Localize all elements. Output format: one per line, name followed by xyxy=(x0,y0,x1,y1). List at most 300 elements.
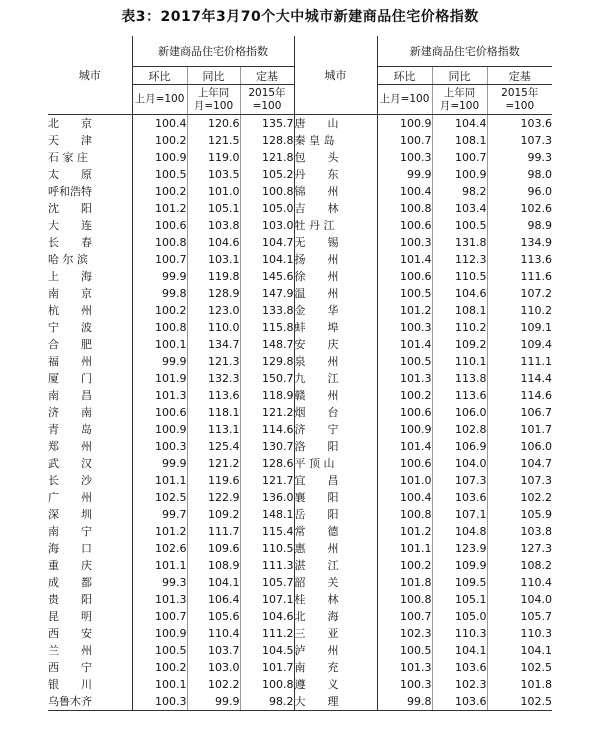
yoy-value: 110.3 xyxy=(432,625,487,642)
base-value: 114.6 xyxy=(520,389,553,402)
mom-value: 100.7 xyxy=(132,251,187,268)
base-value: 136.0 xyxy=(240,489,294,506)
price-index-table xyxy=(48,36,552,711)
base-value: 118.9 xyxy=(240,387,294,404)
base-value: 128.6 xyxy=(240,455,294,472)
base-value: 110.2 xyxy=(520,304,553,317)
city-name: 吉 林 xyxy=(294,200,377,217)
table-row xyxy=(48,149,552,166)
city-header-right: 城市 xyxy=(294,36,377,115)
yoy-value: 113.6 xyxy=(187,387,240,404)
yoy-header-left: 同比 xyxy=(187,67,240,85)
yoy-value: 125.4 xyxy=(187,438,240,455)
city-name: 宁 波 xyxy=(48,319,132,336)
city-name: 贵 阳 xyxy=(48,591,132,608)
city-name: 宜 昌 xyxy=(294,472,377,489)
base-value: 99.3 xyxy=(527,151,553,164)
yoy-value: 103.0 xyxy=(187,659,240,676)
yoy-value: 109.2 xyxy=(187,506,240,523)
city-name: 泸 州 xyxy=(294,642,377,659)
yoy-value: 106.4 xyxy=(187,591,240,608)
base-value: 111.6 xyxy=(520,270,553,283)
mom-value: 100.3 xyxy=(377,234,432,251)
mom-value: 100.6 xyxy=(377,217,432,234)
yoy-value: 104.1 xyxy=(432,642,487,659)
mom-value: 101.1 xyxy=(132,472,187,489)
city-name: 重 庆 xyxy=(48,557,132,574)
base-value: 133.8 xyxy=(240,302,294,319)
yoy-value: 102.2 xyxy=(187,676,240,693)
yoy-value: 105.1 xyxy=(432,591,487,608)
base-value: 130.7 xyxy=(240,438,294,455)
city-name: 济 宁 xyxy=(294,421,377,438)
mom-value: 102.5 xyxy=(132,489,187,506)
yoy-value: 112.3 xyxy=(432,251,487,268)
city-name: 秦 皇 岛 xyxy=(294,132,377,149)
table-row xyxy=(48,540,552,557)
mom-value: 100.9 xyxy=(132,625,187,642)
yoy-value: 104.6 xyxy=(187,234,240,251)
yoy-value: 103.8 xyxy=(187,217,240,234)
base-value: 105.7 xyxy=(520,610,553,623)
mom-value: 101.2 xyxy=(132,523,187,540)
city-name: 长 春 xyxy=(48,234,132,251)
mom-value: 100.8 xyxy=(377,506,432,523)
table-row xyxy=(48,455,552,472)
mom-value: 100.7 xyxy=(377,608,432,625)
base-sub-left: 2015年 =100 xyxy=(240,85,294,115)
yoy-header-right: 同比 xyxy=(432,67,487,85)
base-value: 127.3 xyxy=(520,542,553,555)
mom-value: 100.5 xyxy=(377,642,432,659)
table-row xyxy=(48,285,552,302)
yoy-sub-left: 上年同 月=100 xyxy=(187,85,240,115)
yoy-value: 121.3 xyxy=(187,353,240,370)
yoy-value: 109.9 xyxy=(432,557,487,574)
base-value: 108.2 xyxy=(520,559,553,572)
mom-value: 101.4 xyxy=(377,438,432,455)
mom-value: 100.9 xyxy=(377,421,432,438)
mom-header-right: 环比 xyxy=(377,67,432,85)
mom-value: 100.3 xyxy=(377,676,432,693)
yoy-value: 107.1 xyxy=(432,506,487,523)
mom-value: 100.3 xyxy=(377,149,432,166)
yoy-value: 113.6 xyxy=(432,387,487,404)
table-row xyxy=(48,404,552,421)
yoy-value: 113.8 xyxy=(432,370,487,387)
city-name: 郑 州 xyxy=(48,438,132,455)
yoy-value: 109.2 xyxy=(432,336,487,353)
mom-value: 100.9 xyxy=(132,421,187,438)
mom-value: 99.9 xyxy=(132,353,187,370)
table-row xyxy=(48,608,552,625)
yoy-value: 101.0 xyxy=(187,183,240,200)
base-value: 101.8 xyxy=(520,678,553,691)
mom-value: 101.4 xyxy=(377,336,432,353)
base-value: 148.7 xyxy=(240,336,294,353)
base-value: 121.2 xyxy=(240,404,294,421)
base-value: 104.7 xyxy=(240,234,294,251)
city-name: 沈 阳 xyxy=(48,200,132,217)
base-value: 96.0 xyxy=(527,185,553,198)
mom-value: 101.1 xyxy=(377,540,432,557)
yoy-value: 120.6 xyxy=(187,115,240,133)
base-value: 102.2 xyxy=(520,491,553,504)
mom-value: 100.4 xyxy=(377,183,432,200)
base-value: 100.8 xyxy=(240,676,294,693)
base-value: 150.7 xyxy=(240,370,294,387)
base-value: 104.0 xyxy=(520,593,553,606)
city-name: 湛 江 xyxy=(294,557,377,574)
mom-header-left: 环比 xyxy=(132,67,187,85)
base-value: 114.6 xyxy=(240,421,294,438)
base-value: 102.6 xyxy=(520,202,553,215)
table-row xyxy=(48,489,552,506)
base-value: 110.4 xyxy=(520,576,553,589)
city-name: 金 华 xyxy=(294,302,377,319)
base-value: 114.4 xyxy=(520,372,553,385)
city-header-left: 城市 xyxy=(48,36,132,115)
mom-value: 100.7 xyxy=(377,132,432,149)
table-row xyxy=(48,642,552,659)
mom-value: 99.3 xyxy=(132,574,187,591)
mom-value: 100.3 xyxy=(132,693,187,711)
base-value: 107.3 xyxy=(520,134,553,147)
base-value: 115.4 xyxy=(240,523,294,540)
yoy-value: 106.9 xyxy=(432,438,487,455)
mom-value: 100.2 xyxy=(377,387,432,404)
base-value: 111.3 xyxy=(240,557,294,574)
city-name: 遵 义 xyxy=(294,676,377,693)
city-name: 大 连 xyxy=(48,217,132,234)
yoy-value: 100.9 xyxy=(432,166,487,183)
table-row xyxy=(48,166,552,183)
mom-value: 100.5 xyxy=(132,642,187,659)
yoy-value: 109.6 xyxy=(187,540,240,557)
mom-value: 99.9 xyxy=(377,166,432,183)
table-row xyxy=(48,693,552,711)
base-value: 148.1 xyxy=(240,506,294,523)
yoy-value: 104.0 xyxy=(432,455,487,472)
yoy-value: 103.6 xyxy=(432,693,487,711)
mom-value: 101.2 xyxy=(132,200,187,217)
base-value: 104.7 xyxy=(520,457,553,470)
yoy-value: 118.1 xyxy=(187,404,240,421)
mom-value: 100.2 xyxy=(132,302,187,319)
city-name: 福 州 xyxy=(48,353,132,370)
city-name: 三 亚 xyxy=(294,625,377,642)
base-value: 98.0 xyxy=(527,168,553,181)
table-row xyxy=(48,200,552,217)
base-value: 106.7 xyxy=(520,406,553,419)
yoy-value: 113.1 xyxy=(187,421,240,438)
yoy-value: 110.0 xyxy=(187,319,240,336)
yoy-value: 104.6 xyxy=(432,285,487,302)
yoy-value: 131.8 xyxy=(432,234,487,251)
base-value: 98.2 xyxy=(240,693,294,711)
base-value: 128.8 xyxy=(240,132,294,149)
table-row xyxy=(48,370,552,387)
city-name: 牡 丹 江 xyxy=(294,217,377,234)
mom-sub-right: 上月=100 xyxy=(377,85,432,115)
yoy-value: 103.5 xyxy=(187,166,240,183)
city-name: 广 州 xyxy=(48,489,132,506)
yoy-value: 110.1 xyxy=(432,353,487,370)
city-name: 昆 明 xyxy=(48,608,132,625)
mom-value: 100.5 xyxy=(377,285,432,302)
yoy-value: 123.9 xyxy=(432,540,487,557)
table-row xyxy=(48,523,552,540)
table-row xyxy=(48,115,552,133)
yoy-value: 132.3 xyxy=(187,370,240,387)
mom-value: 101.8 xyxy=(377,574,432,591)
mom-value: 100.6 xyxy=(377,268,432,285)
city-name: 石 家 庄 xyxy=(48,149,132,166)
yoy-value: 103.1 xyxy=(187,251,240,268)
city-name: 九 江 xyxy=(294,370,377,387)
mom-value: 99.7 xyxy=(132,506,187,523)
yoy-value: 111.7 xyxy=(187,523,240,540)
mom-value: 99.9 xyxy=(132,455,187,472)
mom-sub-left: 上月=100 xyxy=(132,85,187,115)
mom-value: 99.8 xyxy=(132,285,187,302)
city-name: 南 宁 xyxy=(48,523,132,540)
city-name: 丹 东 xyxy=(294,166,377,183)
table-row xyxy=(48,234,552,251)
mom-value: 101.3 xyxy=(132,591,187,608)
base-sub-right: 2015年 =100 xyxy=(487,85,552,115)
city-name: 南 昌 xyxy=(48,387,132,404)
yoy-value: 108.9 xyxy=(187,557,240,574)
mom-value: 100.8 xyxy=(132,319,187,336)
city-name: 银 川 xyxy=(48,676,132,693)
mom-value: 100.3 xyxy=(377,319,432,336)
mom-value: 100.4 xyxy=(132,115,187,133)
city-name: 烟 台 xyxy=(294,404,377,421)
table-row xyxy=(48,659,552,676)
base-value: 105.7 xyxy=(240,574,294,591)
city-name: 温 州 xyxy=(294,285,377,302)
yoy-value: 110.4 xyxy=(187,625,240,642)
yoy-value: 100.7 xyxy=(432,149,487,166)
mom-value: 102.3 xyxy=(377,625,432,642)
base-value: 147.9 xyxy=(240,285,294,302)
city-name: 合 肥 xyxy=(48,336,132,353)
base-value: 134.9 xyxy=(520,236,553,249)
table-row xyxy=(48,387,552,404)
city-name: 岳 阳 xyxy=(294,506,377,523)
yoy-value: 100.5 xyxy=(432,217,487,234)
city-name: 厦 门 xyxy=(48,370,132,387)
table-row xyxy=(48,217,552,234)
city-name: 上 海 xyxy=(48,268,132,285)
city-name: 哈 尔 滨 xyxy=(48,251,132,268)
city-name: 无 锡 xyxy=(294,234,377,251)
base-value: 107.2 xyxy=(520,287,553,300)
table-row xyxy=(48,506,552,523)
mom-value: 101.2 xyxy=(377,523,432,540)
city-name: 洛 阳 xyxy=(294,438,377,455)
base-value: 106.0 xyxy=(520,440,553,453)
yoy-value: 123.0 xyxy=(187,302,240,319)
yoy-value: 104.8 xyxy=(432,523,487,540)
yoy-value: 107.3 xyxy=(432,472,487,489)
mom-value: 100.2 xyxy=(132,183,187,200)
base-value: 102.5 xyxy=(487,693,552,711)
city-name: 泉 州 xyxy=(294,353,377,370)
group-header-left: 新建商品住宅价格指数 xyxy=(132,36,294,67)
base-value: 109.4 xyxy=(520,338,553,351)
city-name: 韶 关 xyxy=(294,574,377,591)
mom-value: 101.9 xyxy=(132,370,187,387)
mom-value: 102.6 xyxy=(132,540,187,557)
mom-value: 100.6 xyxy=(377,455,432,472)
city-name: 南 充 xyxy=(294,659,377,676)
city-name: 海 口 xyxy=(48,540,132,557)
table-row xyxy=(48,302,552,319)
table-row xyxy=(48,268,552,285)
city-name: 北 海 xyxy=(294,608,377,625)
city-name: 大 理 xyxy=(294,693,377,711)
table-row xyxy=(48,183,552,200)
city-name: 赣 州 xyxy=(294,387,377,404)
mom-value: 100.6 xyxy=(132,404,187,421)
base-value: 104.5 xyxy=(240,642,294,659)
base-value: 121.8 xyxy=(240,149,294,166)
mom-value: 100.2 xyxy=(377,557,432,574)
table-row xyxy=(48,591,552,608)
base-value: 111.2 xyxy=(240,625,294,642)
table-row xyxy=(48,336,552,353)
mom-value: 99.9 xyxy=(132,268,187,285)
mom-value: 100.5 xyxy=(377,353,432,370)
mom-value: 100.5 xyxy=(132,166,187,183)
city-name: 惠 州 xyxy=(294,540,377,557)
yoy-value: 110.2 xyxy=(432,319,487,336)
yoy-value: 109.5 xyxy=(432,574,487,591)
yoy-value: 102.8 xyxy=(432,421,487,438)
mom-value: 101.3 xyxy=(377,659,432,676)
mom-value: 101.3 xyxy=(132,387,187,404)
base-header-right: 定基 xyxy=(487,67,552,85)
yoy-value: 98.2 xyxy=(432,183,487,200)
city-name: 襄 阳 xyxy=(294,489,377,506)
city-name: 常 德 xyxy=(294,523,377,540)
base-value: 115.8 xyxy=(240,319,294,336)
base-value: 101.7 xyxy=(520,423,553,436)
base-value: 111.1 xyxy=(520,355,553,368)
mom-value: 101.4 xyxy=(377,251,432,268)
yoy-value: 105.1 xyxy=(187,200,240,217)
base-value: 104.1 xyxy=(240,251,294,268)
table-row xyxy=(48,574,552,591)
table-row xyxy=(48,251,552,268)
city-name: 乌鲁木齐 xyxy=(48,693,132,711)
yoy-value: 119.8 xyxy=(187,268,240,285)
city-name: 包 头 xyxy=(294,149,377,166)
table-row xyxy=(48,421,552,438)
yoy-value: 122.9 xyxy=(187,489,240,506)
base-value: 107.1 xyxy=(240,591,294,608)
base-value: 135.7 xyxy=(240,115,294,133)
base-value: 103.8 xyxy=(520,525,553,538)
base-value: 103.0 xyxy=(240,217,294,234)
mom-value: 100.6 xyxy=(132,217,187,234)
base-value: 107.3 xyxy=(520,474,553,487)
yoy-value: 108.1 xyxy=(432,302,487,319)
base-value: 100.8 xyxy=(240,183,294,200)
yoy-value: 105.6 xyxy=(187,608,240,625)
city-name: 兰 州 xyxy=(48,642,132,659)
city-name: 扬 州 xyxy=(294,251,377,268)
table-title: 表3：2017年3月70个大中城市新建商品住宅价格指数 xyxy=(121,9,479,25)
mom-value: 101.0 xyxy=(377,472,432,489)
city-name: 太 原 xyxy=(48,166,132,183)
base-value: 110.5 xyxy=(240,540,294,557)
city-name: 深 圳 xyxy=(48,506,132,523)
base-value: 145.6 xyxy=(240,268,294,285)
yoy-value: 99.9 xyxy=(187,693,240,711)
city-name: 唐 山 xyxy=(294,115,377,133)
city-name: 南 京 xyxy=(48,285,132,302)
city-name: 成 都 xyxy=(48,574,132,591)
mom-value: 100.9 xyxy=(132,149,187,166)
yoy-value: 110.5 xyxy=(432,268,487,285)
table-row xyxy=(48,676,552,693)
city-name: 武 汉 xyxy=(48,455,132,472)
yoy-value: 121.2 xyxy=(187,455,240,472)
yoy-value: 105.0 xyxy=(432,608,487,625)
mom-value: 100.2 xyxy=(132,659,187,676)
city-name: 济 南 xyxy=(48,404,132,421)
yoy-sub-right: 上年同 月=100 xyxy=(432,85,487,115)
base-value: 105.9 xyxy=(520,508,553,521)
city-name: 长 沙 xyxy=(48,472,132,489)
mom-value: 99.8 xyxy=(377,693,432,711)
city-name: 呼和浩特 xyxy=(48,183,132,200)
city-name: 锦 州 xyxy=(294,183,377,200)
yoy-value: 119.0 xyxy=(187,149,240,166)
base-value: 98.9 xyxy=(527,219,553,232)
mom-value: 100.1 xyxy=(132,336,187,353)
mom-value: 100.1 xyxy=(132,676,187,693)
table-row xyxy=(48,472,552,489)
mom-value: 100.3 xyxy=(132,438,187,455)
yoy-value: 106.0 xyxy=(432,404,487,421)
mom-value: 100.6 xyxy=(377,404,432,421)
base-value: 109.1 xyxy=(520,321,553,334)
table-row xyxy=(48,557,552,574)
mom-value: 100.8 xyxy=(377,591,432,608)
yoy-value: 121.5 xyxy=(187,132,240,149)
yoy-value: 128.9 xyxy=(187,285,240,302)
base-value: 101.7 xyxy=(240,659,294,676)
yoy-value: 103.6 xyxy=(432,489,487,506)
mom-value: 100.7 xyxy=(132,608,187,625)
mom-value: 101.1 xyxy=(132,557,187,574)
yoy-value: 103.6 xyxy=(432,659,487,676)
base-value: 105.0 xyxy=(240,200,294,217)
city-name: 青 岛 xyxy=(48,421,132,438)
mom-value: 100.4 xyxy=(377,489,432,506)
city-name: 徐 州 xyxy=(294,268,377,285)
mom-value: 100.9 xyxy=(377,115,432,133)
mom-value: 100.8 xyxy=(132,234,187,251)
yoy-value: 119.6 xyxy=(187,472,240,489)
mom-value: 101.2 xyxy=(377,302,432,319)
yoy-value: 108.1 xyxy=(432,132,487,149)
city-name: 桂 林 xyxy=(294,591,377,608)
